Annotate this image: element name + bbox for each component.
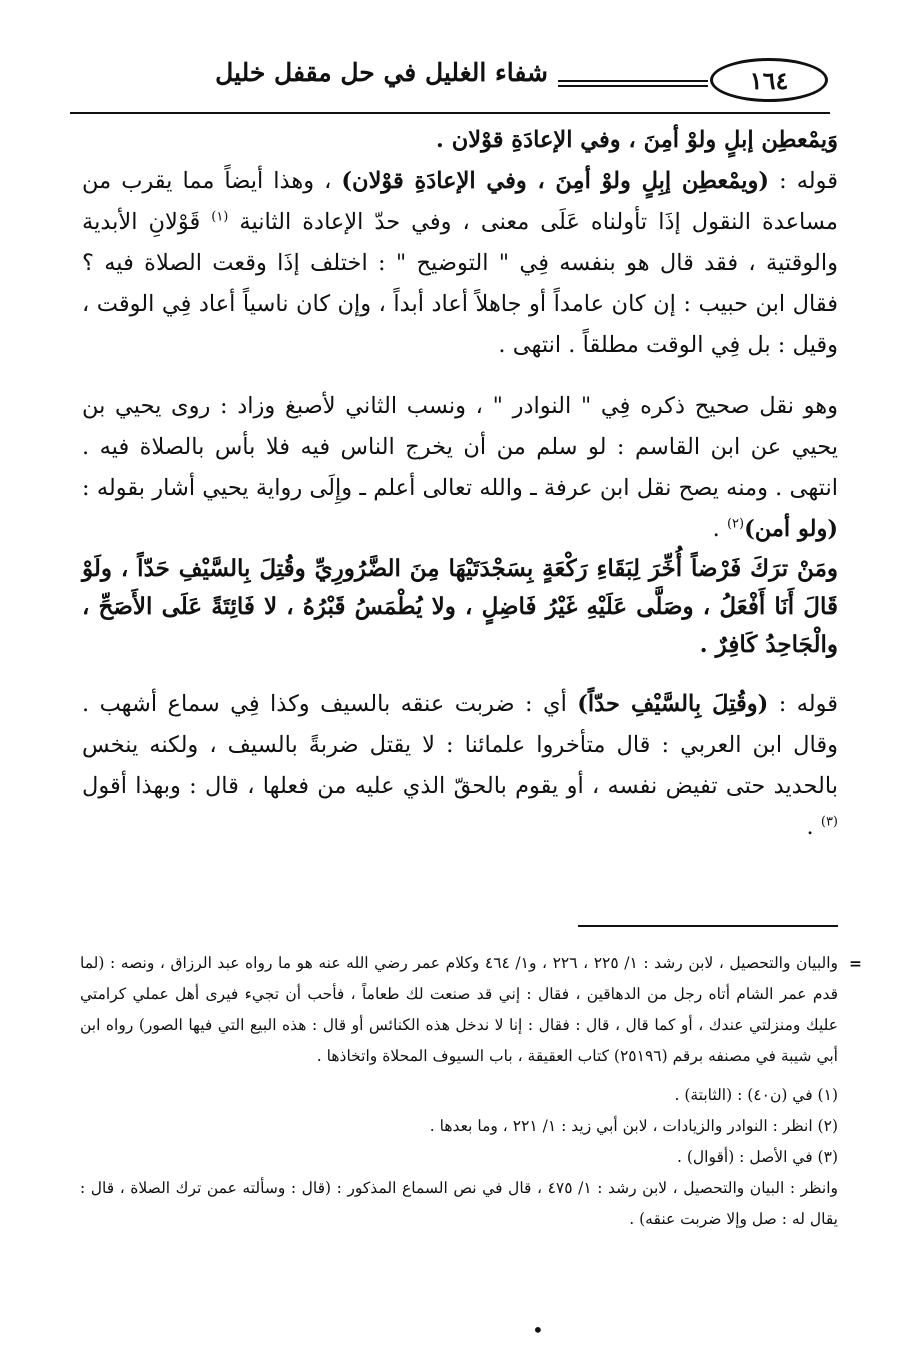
paragraph-3 xyxy=(82,684,838,848)
footnote-3-cont: وانظر : البيان والتحصيل ، لابن رشد : ١/ ٤٧٥ ، قال في نص السماع المذكور : (قال : وسألته عمن ترك الصلاة ، قال : يقال له : صل وإلا ضربت عنقه) . xyxy=(80,1179,839,1228)
footnote-ref-1: (١) xyxy=(211,209,229,225)
paragraph-1 xyxy=(82,161,838,366)
matn-line: وَيمْعطِن إبلٍ ولوْ أمِنَ ، وفي الإعادَةِ قوْلان . xyxy=(436,127,838,153)
spacer xyxy=(80,1072,838,1080)
p3-matn-quote: (وقُتِلَ بِالسَّيْفِ حدّاً) xyxy=(577,691,769,717)
spacer xyxy=(82,664,838,684)
p1-matn-quote: (ويمْعطِن إبِلٍ ولوْ أمِنَ ، وفي الإعادَةِ قوْلان) xyxy=(341,168,770,194)
p1-text: ، وهذا أيضاً مما يقرب من مساعدة النقول إذَا تأولناه عَلَى معنى ، وفي حدّ الإعادة الثانية xyxy=(82,168,838,235)
p3-text: أي : ضربت عنقه بالسيف وكذا فِي سماع أشهب . وقال ابن العربي : قال متأخروا علمائنا : لا يقتل ضربةً بالسيف ، ولكنه ينخس بالحديد حتى تفيض نفسه ، أو يقوم بالحقّ الذي عليه من فعلها ، قال : وبهذا أقول xyxy=(82,691,838,799)
footnote-ref-2: (٢) xyxy=(726,516,745,532)
p1-intro: قوله : xyxy=(769,168,839,194)
footnote-1: (١) في (ن٤٠) : (الثابتة) . xyxy=(674,1086,838,1104)
bottom-mark: • xyxy=(532,1318,544,1342)
header-underline xyxy=(70,112,830,114)
footnote-separator xyxy=(578,925,838,927)
p3-intro: قوله : xyxy=(768,691,838,717)
p2-end: . xyxy=(712,516,727,542)
page-number-badge: ١٦٤ xyxy=(710,58,828,102)
continuation-mark: = xyxy=(849,954,862,973)
footnote-continuation xyxy=(80,948,862,1072)
p2-text: وهو نقل صحيح ذكره فِي " النوادر " ، ونسب الثاني لأصبغ وزاد : روى يحيي بن يحيي عن ابن القاسم : لو سلم من أن يخرج الناس فيه فلا بأس بالصلاة فيه . انتهى . ومنه يصح نقل ابن عرفة ـ والله تعالى أعلم ـ وإِلَى رواية يحيي أشار بقوله : xyxy=(82,393,838,501)
p2-matn-quote: (ولو أمن) xyxy=(744,516,838,542)
matn-block: ومَنْ ترَكَ فَرْضاً أُخِّرَ لِبَقَاءِ رَكْعَةٍ بِسَجْدَتَيْهَا مِنَ الضَّرُورِيِّ وقُتِلَ بِالسَّيْفِ حَدّاً ، ولَوْ قَالَ أَنَا أَفْعَلُ ، وصَلَّى عَلَيْهِ غَيْرُ فَاضِلٍ ، ولا يُطْمَسُ قَبْرُهُ ، لا فَائِتَةً عَلَى الأَصَحِّ ، والْجَاحِدُ كَافِرٌ . xyxy=(82,555,838,658)
paragraph-2 xyxy=(82,386,838,550)
p3-end: . xyxy=(806,814,821,840)
footnote-2: (٢) انظر : النوادر والزيادات ، لابن أبي زيد : ١/ ٢٢١ ، وما بعدها . xyxy=(429,1117,838,1135)
main-text xyxy=(82,120,838,848)
spacer xyxy=(82,366,838,386)
running-title: شفاء الغليل في حل مقفل خليل xyxy=(215,58,548,87)
footnote-3: (٣) في الأصل : (أقوال) . xyxy=(677,1148,838,1166)
page-header xyxy=(70,52,830,116)
footnotes xyxy=(80,948,862,1235)
header-decorative-rule xyxy=(558,80,708,87)
p1-text-cont: قَوْلانِ الأبدية والوقتية ، فقد قال هو بنفسه فِي " التوضيح " : اختلف إذَا وقعت الصلاة فيه ؟ فقال ابن حبيب : إن كان عامداً أو جاهلاً أعاد أبداً ، وإن كان ناسياً أعاد فِي الوقت ، وقيل : بل فِي الوقت مطلقاً . انتهى . xyxy=(82,209,838,358)
footnote-ref-3: (٣) xyxy=(820,814,838,830)
footnote-continuation-text: والبيان والتحصيل ، لابن رشد : ١/ ٢٢٥ ، ٢٢٦ ، و١/ ٤٦٤ وكلام عمر رضي الله عنه هو ما رواه عبد الرزاق ، ونصه : (لما قدم عمر الشام أتاه رجل من الدهاقين ، فقال : إني قد صنعت لك طعاماً ، فأحب أن تجيء فيرى أهل عملي كرامتي عليك ومنزلتي عندك ، أو كما قال ، قال : فقال : إنا لا ندخل هذه الكنائس أو قال : هذه البيع التي فيها الصور) رواه ابن أبي شيبة في مصنفه برقم (٢٥١٩٦) كتاب العقيقة ، باب السيوف المحلاة واتخاذها . xyxy=(80,954,839,1065)
